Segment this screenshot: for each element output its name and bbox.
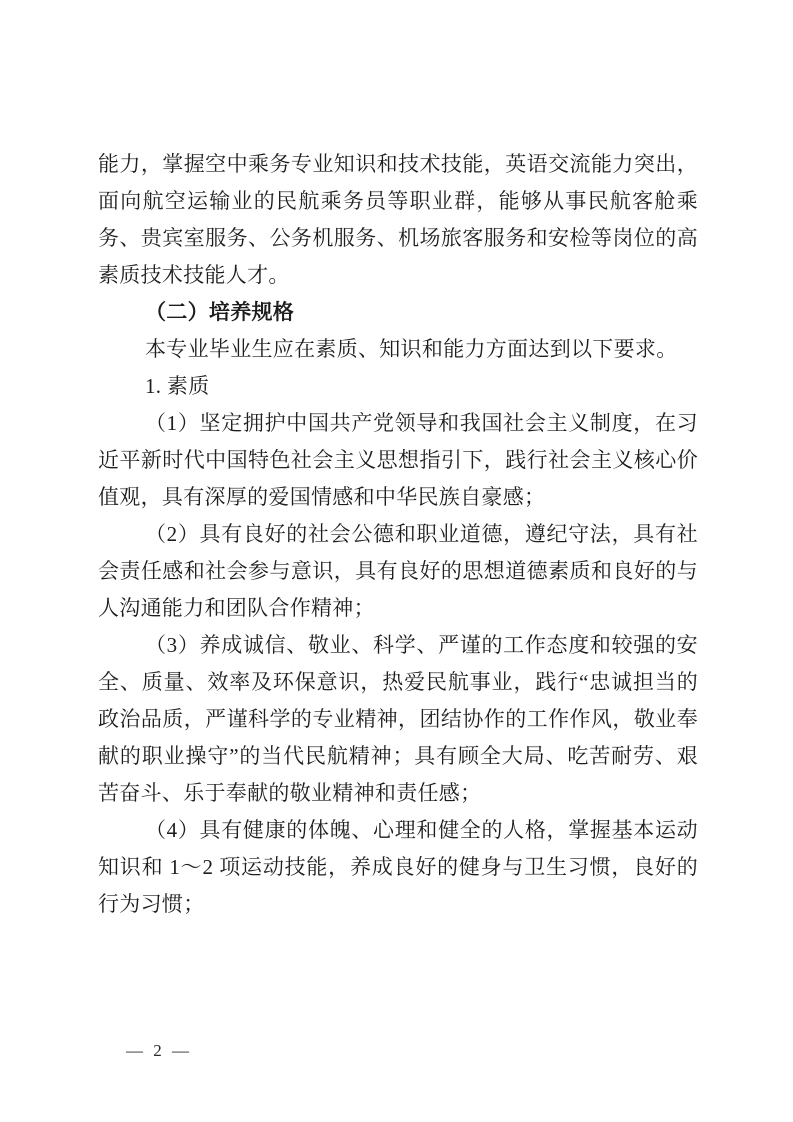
page-number: — 2 — [126, 1041, 190, 1060]
list-item-quality-2: （2）具有良好的社会公德和职业道德，遵纪守法，具有社会责任感和社会参与意识，具有良好的思想道德素质和良好的与人沟通能力和团队合作精神； [98, 522, 698, 620]
document-body [98, 146, 698, 923]
subsection-heading-quality: 1. 素质 [145, 374, 210, 398]
list-item-quality-4: （4）具有健康的体魄、心理和健全的人格，掌握基本运动知识和 1～2 项运动技能，养成良好的健身与卫生习惯，良好的行为习惯； [98, 818, 698, 916]
list-item-quality-1: （1）坚定拥护中国共产党领导和我国社会主义制度，在习近平新时代中国特色社会主义思想指引下，践行社会主义核心价值观，具有深厚的爱国情感和中华民族自豪感； [98, 411, 698, 509]
section-heading-training-specifications: （二）培养规格 [145, 300, 295, 324]
paragraph-graduate-requirements-intro: 本专业毕业生应在素质、知识和能力方面达到以下要求。 [145, 337, 678, 361]
paragraph-training-objective-continuation: 能力，掌握空中乘务专业知识和技术技能，英语交流能力突出，面向航空运输业的民航乘务员等职业群，能够从事民航客舱乘务、贵宾室服务、公务机服务、机场旅客服务和安检等岗位的高素质技术技能人才。 [98, 152, 698, 287]
list-item-quality-3: （3）养成诚信、敬业、科学、严谨的工作态度和较强的安全、质量、效率及环保意识，热爱民航事业，践行“忠诚担当的政治品质，严谨科学的专业精神，团结协作的工作作风，敬业奉献的职业操守”的当代民航精神；具有顾全大局、吃苦耐劳、艰苦奋斗、乐于奉献的敬业精神和责任感； [98, 633, 698, 805]
